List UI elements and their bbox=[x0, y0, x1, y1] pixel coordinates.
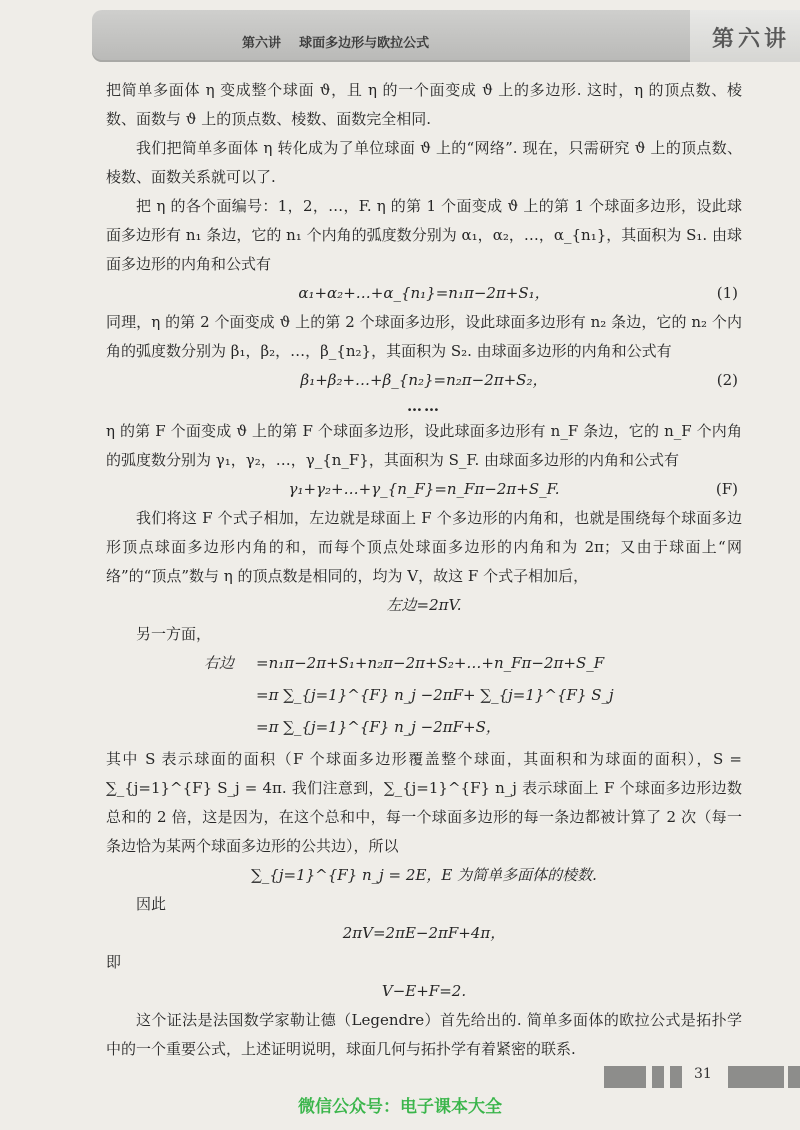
paragraph: 把简单多面体 η 变成整个球面 ϑ，且 η 的一个面变成 ϑ 上的多边形. 这时，η 的顶点数、棱数、面数与 ϑ 上的顶点数、棱数、面数完全相同. bbox=[106, 81, 742, 128]
equation-number: (1) bbox=[716, 284, 738, 302]
derivation-line: =π ∑_{j=1}^{F} n_j −2πF+ ∑_{j=1}^{F} S_j bbox=[256, 686, 614, 704]
paragraph: 我们将这 F 个式子相加，左边就是球面上 F 个多边形的内角和，也就是围绕每个球面多边形顶点球面多边形内角的和，而每个顶点处球面多边形的内角和为 2π；又由于球面上“网络”的“顶点”数与 η 的顶点数是相同的，均为 V，故这 F 个式子相加后， bbox=[106, 509, 742, 585]
equation-left: 左边=2πV. bbox=[386, 596, 462, 614]
paragraph: 其中 S 表示球面的面积（F 个球面多边形覆盖整个球面，其面积和为球面的面积），S = ∑_{j=1}^{F} S_j = 4π. 我们注意到，∑_{j=1}^{F} n_j 表示球面上 F 个球面多边形边数总和的 2 倍，这是因为，在这个总和中，每一个球面多边形的每一条边都被计算了 2 次（每一条边恰为某两个球面多边形的公共边），所以 bbox=[106, 750, 742, 855]
paragraph: 因此 bbox=[136, 895, 167, 913]
ellipsis: …… bbox=[407, 397, 441, 415]
chapter-tab-label: 第六讲 bbox=[712, 26, 791, 52]
paragraph: 另一方面， bbox=[136, 625, 212, 643]
chapter-title: 第六讲 球面多边形与欧拉公式 bbox=[242, 36, 430, 51]
derivation-line: =n₁π−2π+S₁+n₂π−2π+S₂+…+n_Fπ−2π+S_F bbox=[256, 654, 605, 672]
paragraph: η 的第 F 个面变成 ϑ 上的第 F 个球面多边形，设此球面多边形有 n_F 条边，它的 n_F 个内角的弧度数分别为 γ₁，γ₂，…，γ_{n_F}，其面积为 S_F. 由球面多边形的内角和公式有 bbox=[106, 422, 742, 469]
chapter-tab bbox=[690, 10, 800, 62]
page-header bbox=[92, 10, 800, 62]
paragraph: 同理，η 的第 2 个面变成 ϑ 上的第 2 个球面多边形，设此球面多边形有 n₂ 条边，它的 n₂ 个内角的弧度数分别为 β₁，β₂，…，β_{n₂}，其面积为 S₂. 由球面多边形的内角和公式有 bbox=[106, 313, 742, 360]
equation-2 bbox=[106, 366, 742, 395]
equation-text: α₁+α₂+…+α_{n₁}=n₁π−2π+S₁， bbox=[298, 284, 550, 302]
equation-final-1: 2πV=2πE−2πF+4π， bbox=[342, 924, 506, 942]
paragraph: 我们把简单多面体 η 转化成为了单位球面 ϑ 上的“网络”. 现在，只需研究 ϑ 上的顶点数、棱数、面数关系就可以了. bbox=[106, 139, 742, 186]
footer-bar bbox=[670, 1066, 682, 1088]
derivation-line: =π ∑_{j=1}^{F} n_j −2πF+S， bbox=[256, 718, 501, 736]
watermark: 微信公众号：电子课本大全 bbox=[298, 1097, 502, 1117]
paragraph: 这个证法是法国数学家勒让德（Legendre）首先给出的. 简单多面体的欧拉公式是拓扑学中的一个重要公式，上述证明说明，球面几何与拓扑学有着紧密的联系. bbox=[106, 1011, 742, 1058]
paragraph: 把 η 的各个面编号：1，2，…，F. η 的第 1 个面变成 ϑ 上的第 1 个球面多边形，设此球面多边形有 n₁ 条边，它的 n₁ 个内角的弧度数分别为 α₁，α₂，…，α_{n₁}，其面积为 S₁. 由球面多边形的内角和公式有 bbox=[106, 197, 742, 273]
right-side-derivation bbox=[106, 649, 742, 745]
equation-1 bbox=[106, 279, 742, 308]
equation-final-2: V−E+F=2. bbox=[381, 982, 467, 1000]
page-body bbox=[106, 76, 742, 1064]
equation-number: (F) bbox=[715, 480, 738, 498]
equation-text: β₁+β₂+…+β_{n₂}=n₂π−2π+S₂， bbox=[300, 371, 548, 389]
footer-bar bbox=[604, 1066, 646, 1088]
equation-F bbox=[106, 475, 742, 504]
paragraph: 即 bbox=[106, 953, 122, 971]
page-number: 31 bbox=[694, 1066, 712, 1082]
footer-bar bbox=[788, 1066, 800, 1088]
right-side-label: 右边 bbox=[204, 654, 235, 672]
footer-bar bbox=[728, 1066, 784, 1088]
footer-bar bbox=[652, 1066, 664, 1088]
equation-sum: ∑_{j=1}^{F} n_j = 2E，E 为简单多面体的棱数. bbox=[251, 866, 597, 884]
equation-number: (2) bbox=[716, 371, 738, 389]
equation-text: γ₁+γ₂+…+γ_{n_F}=n_Fπ−2π+S_F. bbox=[288, 480, 560, 498]
